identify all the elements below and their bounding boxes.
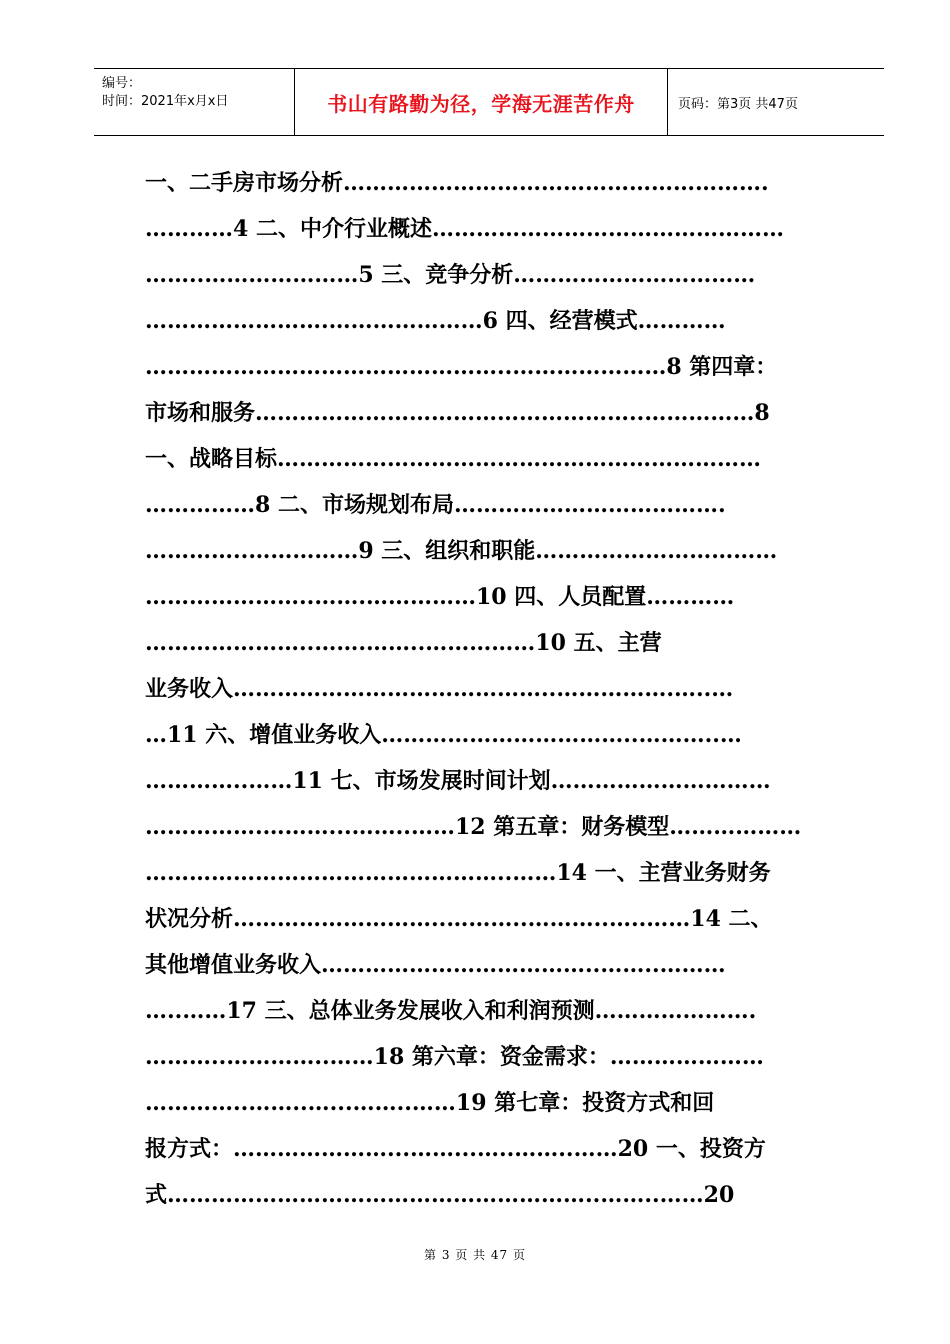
footer-page-number: 第 3 页 共 47 页	[424, 1248, 526, 1262]
toc-line: …………….………...……..……12 第五章：财务模型………………	[145, 814, 802, 840]
toc-line: ………..…………..……18 第六章：资金需求：…………………	[145, 1044, 764, 1070]
toc-line: 其他增值业务收入………………………………..……..………	[145, 952, 726, 978]
header-meta	[94, 69, 295, 135]
toc-line: …………………………………………..…………………8 第四章：	[145, 354, 778, 380]
header-page-info	[668, 69, 884, 135]
toc-line: 报方式：…………………...……...…..……..……20 一、投资方	[145, 1136, 766, 1162]
toc-line: …………………..…….……………10 四、人员配置…………	[145, 584, 735, 610]
page-info-text: 页码：第3页 共47页	[678, 96, 798, 112]
header-motto-cell	[295, 69, 668, 135]
page-footer	[0, 1246, 950, 1263]
toc-line: …………..……………9 三、组织和职能……………………………	[145, 538, 778, 564]
toc-line: 一、战略目标…………………………………………………………	[145, 446, 762, 472]
toc-line: 状况分析………………………..………..………..…..……14 二、	[145, 906, 773, 932]
toc-line: …………..……11 七、市场发展时间计划…………………………	[145, 768, 771, 794]
toc-line: 市场和服务……………………………………………..……………8	[145, 400, 770, 426]
toc-line: …………………..…….……..……………10 五、主营	[145, 630, 662, 656]
toc-line: …………………………………………..……14 一、主营业务财务	[145, 860, 771, 886]
toc-line: …………………….…………………6 四、经营模式…………	[145, 308, 726, 334]
number-label: 编号：	[102, 76, 142, 91]
toc-line: …..……17 三、总体业务发展收入和利润预测………………….	[145, 998, 757, 1024]
toc-line: ……..…………………5 三、竞争分析……………………………	[145, 262, 756, 288]
toc-line: …………4 二、中介行业概述…………………………………………	[145, 216, 784, 242]
toc-line: 业务收入……………………………………..…………….…..…	[145, 676, 734, 702]
table-of-contents	[145, 160, 835, 1218]
toc-line: 一、二手房市场分析………………………………………………….	[145, 170, 769, 196]
toc-line: …11 六、增值业务收入……………………………..………..…	[145, 722, 742, 748]
time-label: 时间：2021年x月x日	[102, 94, 229, 109]
toc-line: …………..……..…...……..……19 第七章：投资方式和回	[145, 1090, 715, 1116]
motto-text: 书山有路勤为径，学海无涯苦作舟	[327, 91, 635, 116]
toc-line: ……………8 二、市场规划布局……………………………….	[145, 492, 726, 518]
toc-line: 式…………………………………………………..……..……20	[145, 1182, 735, 1208]
document-header	[94, 68, 884, 136]
